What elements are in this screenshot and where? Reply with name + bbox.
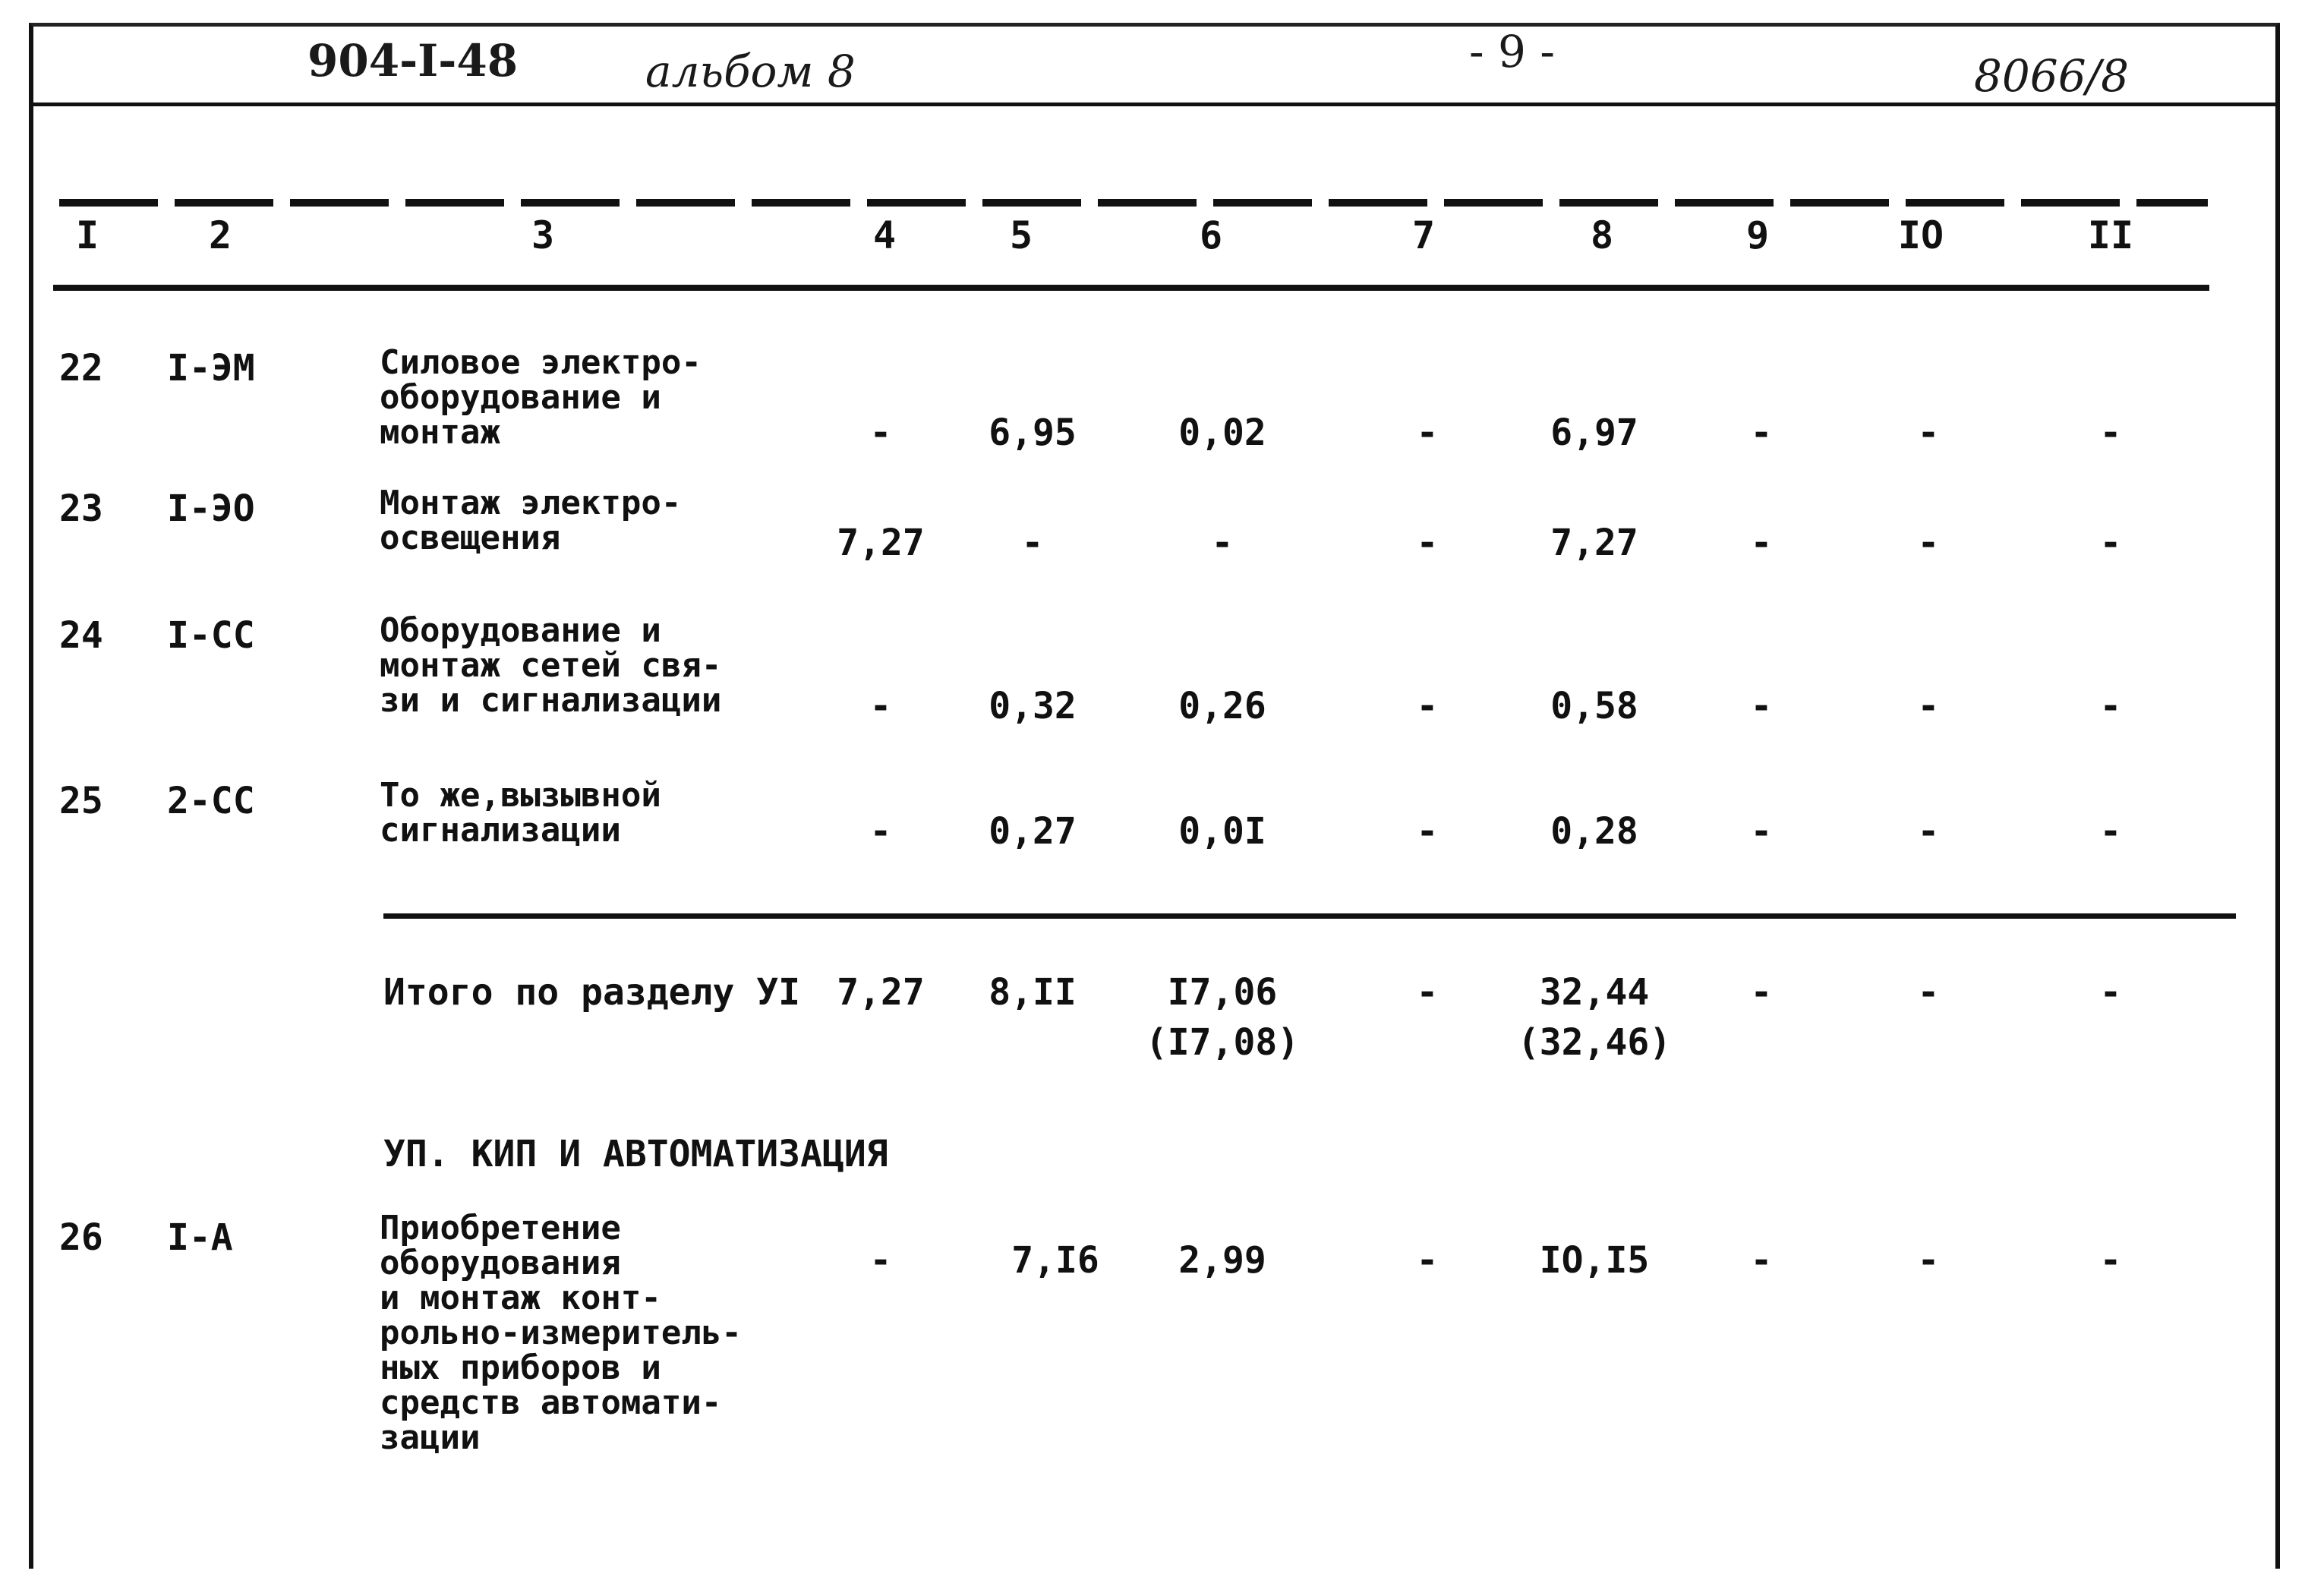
row-col-6: 2,99 [1178, 1239, 1266, 1282]
total-col-10: - [1917, 971, 1940, 1014]
row-number: 22 [59, 347, 103, 390]
album-label: альбом 8 [645, 46, 856, 97]
row-col-8: 7,27 [1550, 522, 1638, 564]
row-code: I-ЭО [167, 487, 255, 530]
row-col-8: 6,97 [1550, 412, 1638, 454]
total-col-8: 32,44 [1539, 971, 1650, 1014]
col-header-11: II [2087, 213, 2134, 257]
row-col-8: 0,58 [1550, 685, 1638, 727]
row-col-10: - [1917, 685, 1940, 727]
row-code: I-A [167, 1216, 233, 1259]
stamp-divider [29, 103, 2280, 106]
total-col-6: I7,06 [1167, 971, 1278, 1014]
row-description: Монтаж электро- освещения [380, 484, 682, 557]
row-col-8: 0,28 [1550, 810, 1638, 853]
col-header-3: 3 [531, 213, 555, 257]
row-col-5: 0,27 [989, 810, 1077, 853]
total-col-11: - [2099, 971, 2122, 1014]
row-col-9: - [1750, 810, 1773, 853]
row-col-4: 7,27 [837, 522, 925, 564]
row-code: I-CC [167, 614, 255, 657]
total-label: Итого по разделу УI [383, 971, 801, 1014]
row-col-9: - [1750, 685, 1773, 727]
row-col-9: - [1750, 412, 1773, 454]
row-col-7: - [1416, 412, 1439, 454]
row-col-5: 0,32 [989, 685, 1077, 727]
row-col-7: - [1416, 685, 1439, 727]
total-col-9: - [1750, 971, 1773, 1014]
row-col-4: - [869, 412, 892, 454]
row-col-6: 0,26 [1178, 685, 1266, 727]
row-number: 23 [59, 487, 103, 530]
row-col-11: - [2099, 810, 2122, 853]
col-header-4: 4 [872, 213, 897, 257]
row-number: 26 [59, 1216, 103, 1259]
total-col-7: - [1416, 971, 1439, 1014]
col-header-1: I [75, 213, 99, 257]
col-header-9: 9 [1745, 213, 1770, 257]
section-title: УП. КИП И АВТОМАТИЗАЦИЯ [383, 1133, 888, 1175]
row-description: Силовое электро- оборудование и монтаж [380, 343, 702, 452]
col-header-5: 5 [1009, 213, 1033, 257]
row-number: 25 [59, 780, 103, 822]
col-header-8: 8 [1590, 213, 1614, 257]
row-col-10: - [1917, 810, 1940, 853]
series-code: 904-I-48 [307, 35, 519, 87]
header-bottom-rule [53, 285, 2209, 291]
row-col-11: - [2099, 685, 2122, 727]
row-description: Оборудование и монтаж сетей свя- зи и сигнализации [380, 611, 722, 720]
row-col-4: - [869, 1239, 892, 1282]
col-header-10: IO [1897, 213, 1944, 257]
row-col-5: 7,I6 [1011, 1239, 1099, 1282]
total-divider [383, 913, 2236, 919]
row-col-5: 6,95 [989, 412, 1077, 454]
row-description: Приобретение оборудования и монтаж конт- рольно-измеритель- ных приборов и средств автомати- зации [380, 1209, 742, 1457]
row-col-8: IO,I5 [1539, 1239, 1650, 1282]
col-header-6: 6 [1199, 213, 1223, 257]
row-col-10: - [1917, 412, 1940, 454]
row-code: I-ЭМ [167, 347, 255, 390]
document-number: 8066/8 [1974, 50, 2130, 102]
total-col-4: 7,27 [837, 971, 925, 1014]
row-description: То же,вызывной сигнализации [380, 776, 661, 850]
row-col-4: - [869, 810, 892, 853]
total-col-6-alt: (I7,08) [1145, 1021, 1300, 1064]
total-col-5: 8,II [989, 971, 1077, 1014]
col-header-2: 2 [208, 213, 232, 257]
row-col-6: 0,0I [1178, 810, 1266, 853]
row-col-5: - [1021, 522, 1044, 564]
total-col-8-alt: (32,46) [1517, 1021, 1672, 1064]
row-col-9: - [1750, 522, 1773, 564]
row-number: 24 [59, 614, 103, 657]
row-col-11: - [2099, 1239, 2122, 1282]
row-col-7: - [1416, 810, 1439, 853]
row-col-10: - [1917, 522, 1940, 564]
row-col-11: - [2099, 522, 2122, 564]
header-top-rule [59, 199, 2208, 207]
row-col-7: - [1416, 1239, 1439, 1282]
row-col-7: - [1416, 522, 1439, 564]
row-col-4: - [869, 685, 892, 727]
row-col-10: - [1917, 1239, 1940, 1282]
col-header-7: 7 [1411, 213, 1436, 257]
row-col-6: - [1211, 522, 1234, 564]
row-col-9: - [1750, 1239, 1773, 1282]
row-col-6: 0,02 [1178, 412, 1266, 454]
page-number: - 9 - [1469, 26, 1555, 77]
row-code: 2-CC [167, 780, 255, 822]
row-col-11: - [2099, 412, 2122, 454]
